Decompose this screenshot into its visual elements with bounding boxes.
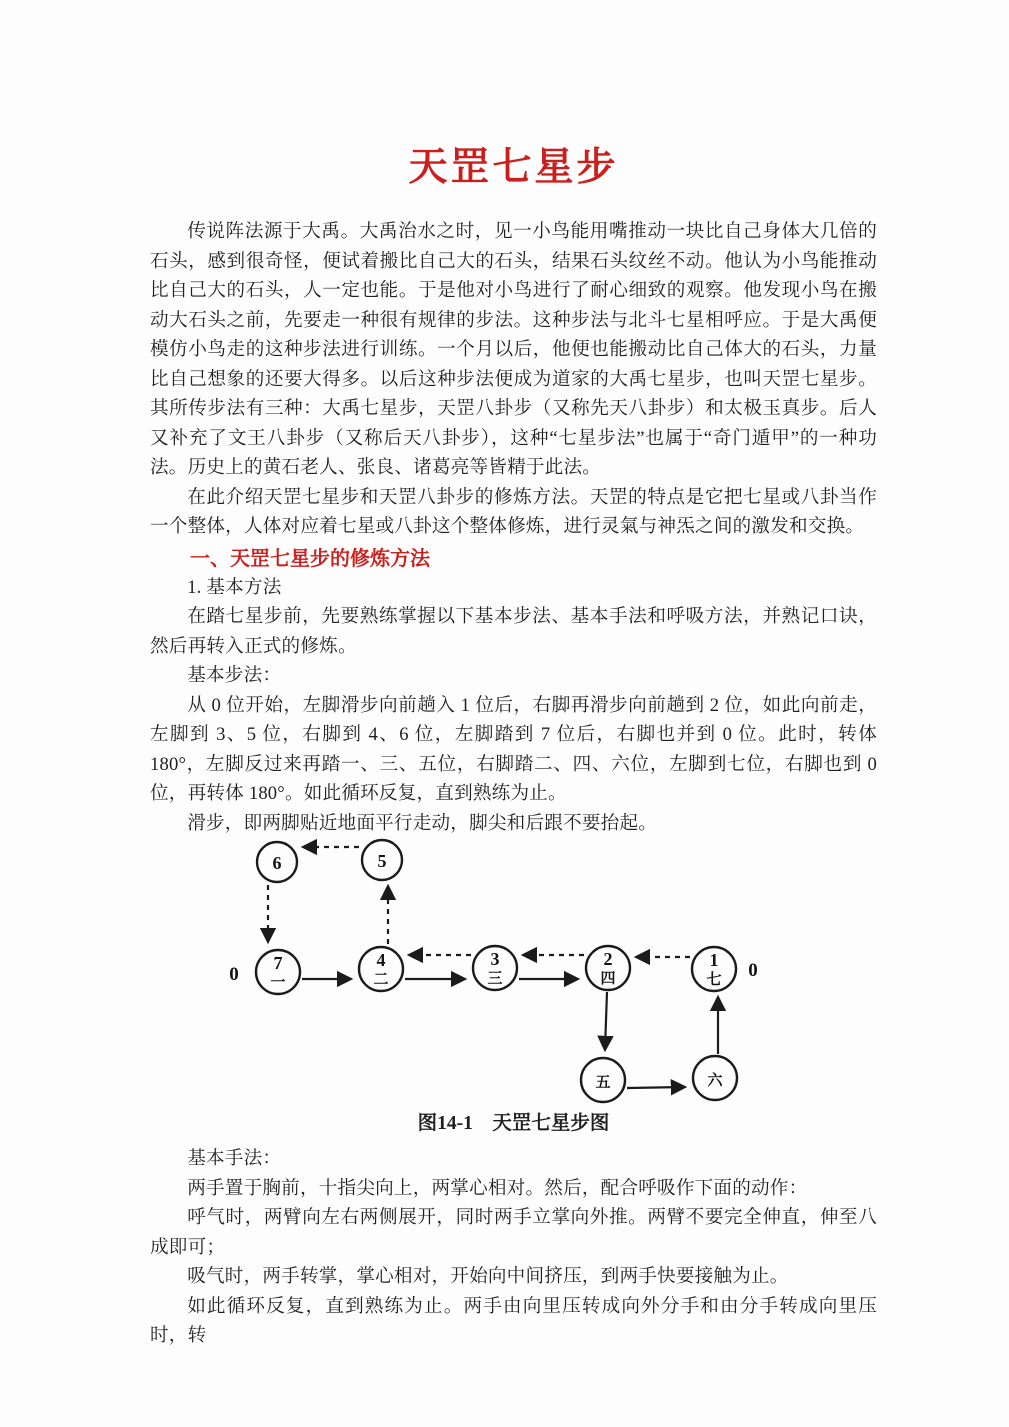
step-node-2-4: [586, 946, 630, 990]
paragraph-hands-1: 两手置于胸前，十指尖向上，两掌心相对。然后，配合呼吸作下面的动作：: [187, 1177, 808, 1199]
step-node-liu: [693, 1056, 737, 1100]
svg-text:5: 5: [377, 851, 387, 871]
svg-text:2: 2: [603, 949, 613, 969]
intro-paragraph-1: 传说阵法源于大禹。大禹治水之时，见一小鸟能用嘴推动一块比自己身体大几倍的石头，感到很奇怪，便试着搬比自己大的石头，结果石头纹丝不动。他认为小鸟能推动比自己大的石头，人一定也能。于是他对小鸟进行了耐心细致的观察。他发现小鸟在搬动大石头之前，先要走一种很有规律的步法。这种步法与北斗七星相呼应。于是大禹便模仿小鸟走的这种步法进行训练。一个月以后，他便也能搬动比自己体大的石头，力量比自己想象的还要大得多。以后这种步法便成为道家的大禹七星步，也叫天罡七星步。其所传步法有三种：大禹七星步，天罡八卦步（又称先天八卦步）和太极玉真步。后人又补充了文王八卦步（又称后天八卦步），这种“七星步法”也属于“奇门遁甲”的一种功法。历史上的黄石老人、张良、诸葛亮等皆精于此法。: [150, 221, 877, 478]
subsection-heading: 1. 基本方法: [187, 576, 282, 598]
seven-star-step-diagram: [130, 834, 879, 1106]
solid-arrow-5-to-6: [627, 1087, 684, 1088]
step-node-7-1: [256, 950, 300, 994]
svg-text:一: 一: [270, 975, 286, 991]
solid-arrow-4-to-5: [605, 992, 607, 1049]
label-basic-hand-technique: 基本手法：: [187, 1148, 282, 1169]
label-basic-steps: 基本步法：: [187, 665, 282, 686]
step-node-3-3: [473, 946, 517, 990]
paragraph-hands-3: 吸气时，两手转掌，掌心相对，开始向中间挤压，到两手快要接触为止。: [187, 1266, 789, 1287]
intro-paragraph-2: 在此介绍天罡七星步和天罡八卦步的修炼方法。天罡的特点是它把七星或八卦当作一个整体，人体对应着七星或八卦这个整体修炼，进行灵氣与神炁之间的激发和交换。: [150, 486, 877, 537]
svg-text:3: 3: [490, 949, 500, 969]
svg-text:三: 三: [487, 971, 503, 987]
svg-text:4: 4: [376, 950, 386, 970]
svg-text:1: 1: [709, 950, 719, 970]
step-node-1-7: [692, 947, 736, 991]
svg-text:七: 七: [706, 972, 722, 988]
paragraph-slide-step: 滑步，即两脚贴近地面平行走动，脚尖和后跟不要抬起。: [187, 812, 658, 834]
zero-label-left: 0: [229, 964, 239, 985]
svg-text:六: 六: [707, 1073, 723, 1089]
step-node-wu: [581, 1058, 625, 1102]
zero-label-right: 0: [748, 960, 758, 981]
paragraph-step-sequence: 从 0 位开始，左脚滑步向前趟入 1 位后，右脚再滑步向前趟到 2 位，如此向前走，左脚到 3、5 位，右脚到 4、6 位，左脚踏到 7 位后，右脚也并到 0 位。此时，转体 180°，左脚反过来再踏一、三、五位，右脚踏二、四、六位，左脚到七位，右脚也到 0 位，再转体 180°。如此循环反复，直到熟练为止。: [150, 694, 877, 804]
paragraph-preparation: 在踏七星步前，先要熟练掌握以下基本步法、基本手法和呼吸方法，并熟记口诀，然后再转入正式的修炼。: [150, 606, 877, 657]
svg-text:7: 7: [273, 953, 283, 973]
paragraph-hands-2: 呼气时，两臂向左右两侧展开，同时两手立掌向外推。两臂不要完全伸直，伸至八成即可；: [150, 1207, 877, 1258]
svg-text:6: 6: [272, 853, 282, 873]
svg-text:四: 四: [600, 971, 616, 987]
figure-caption: 图14-1 天罡七星步图: [417, 1113, 610, 1134]
step-node-6: [257, 842, 297, 882]
paragraph-hands-4: 如此循环反复，直到熟练为止。两手由向里压转成向外分手和由分手转成向里压时，转: [150, 1295, 877, 1346]
document-title: 天罡七星步: [408, 146, 619, 189]
svg-text:二: 二: [373, 972, 389, 988]
svg-text:五: 五: [595, 1075, 611, 1091]
section-heading: 一、天罡七星步的修炼方法: [190, 547, 430, 570]
step-node-5: [362, 840, 402, 880]
step-node-4-2: [359, 947, 403, 991]
figure-diagram: [150, 834, 877, 1106]
